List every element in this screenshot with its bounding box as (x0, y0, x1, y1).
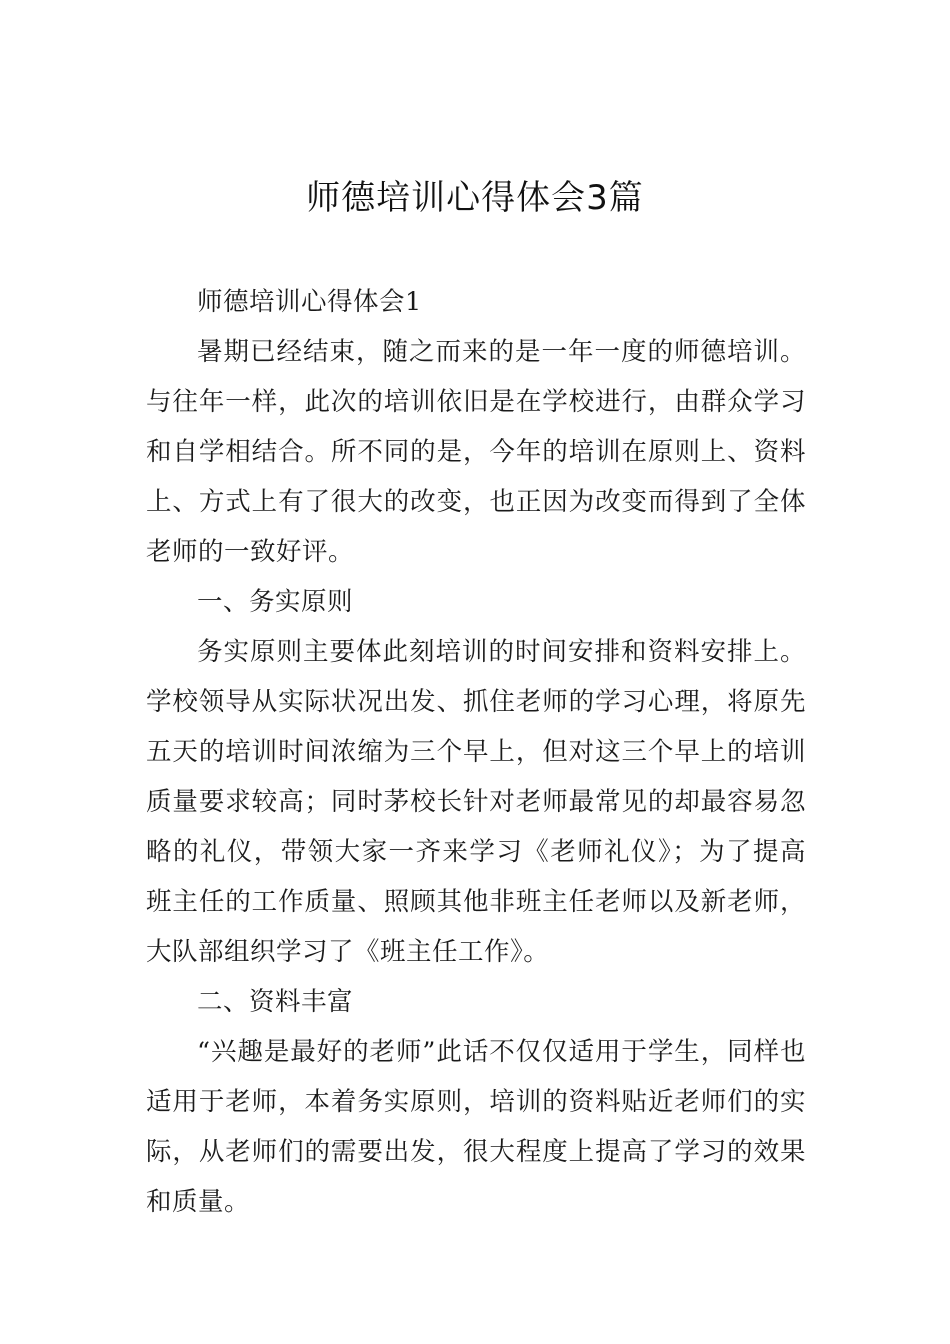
paragraph-rich-content: “兴趣是最好的老师”此话不仅仅适用于学生，同样也适用于老师，本着务实原则，培训的资料贴近老师们的实际，从老师们的需要出发，很大程度上提高了学习的效果和质量。 (146, 1037, 806, 1217)
section-heading-1: 一、务实原则 (197, 587, 354, 617)
paragraph-practical: 务实原则主要体此刻培训的时间安排和资料安排上。学校领导从实际状况出发、抓住老师的学习心理，将原先五天的培训时间浓缩为三个早上，但对这三个早上的培训质量要求较高；同时茅校长针对老师最常见的却最容易忽略的礼仪，带领大家一齐来学习《老师礼仪》；为了提高班主任的工作质量、照顾其他非班主任老师以及新老师，大队部组织学习了《班主任工作》。 (146, 637, 806, 967)
paragraph-intro: 暑期已经结束，随之而来的是一年一度的师德培训。与往年一样，此次的培训依旧是在学校进行，由群众学习和自学相结合。所不同的是，今年的培训在原则上、资料上、方式上有了很大的改变，也正因为改变而得到了全体老师的一致好评。 (146, 337, 806, 567)
section-heading-2: 二、资料丰富 (197, 987, 354, 1017)
section-subtitle: 师德培训心得体会1 (197, 287, 422, 317)
document-body (146, 277, 806, 1227)
document-title: 师德培训心得体会3篇 (306, 178, 644, 218)
